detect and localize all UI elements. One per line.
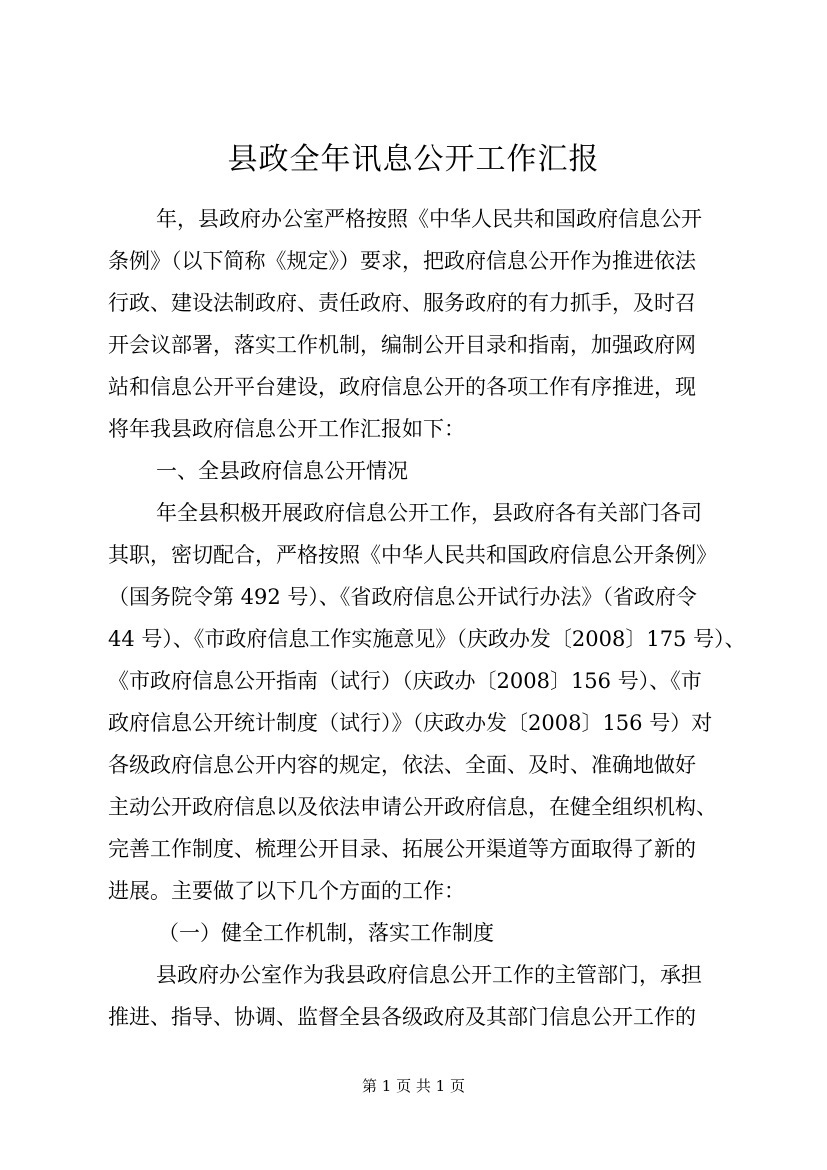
body-line: 站和信息公开平台建设，政府信息公开的各项工作有序推进，现 [108, 375, 696, 399]
body-line: 政府信息公开统计制度（试行）》（庆政办发〔2008〕156 号）对 [108, 711, 713, 735]
body-line: 进展。主要做了以下几个方面的工作： [108, 879, 465, 903]
body-line: 推进、指导、协调、监督全县各级政府及其部门信息公开工作的 [108, 1005, 696, 1029]
document-title: 县政全年讯息公开工作汇报 [227, 142, 600, 177]
body-line: 条例》（以下简称《规定》）要求，把政府信息公开作为推进依法 [108, 249, 696, 273]
section-heading: 一、全县政府信息公开情况 [156, 459, 408, 483]
body-line: 县政府办公室作为我县政府信息公开工作的主管部门，承担 [156, 963, 702, 987]
body-line: 年全县积极开展政府信息公开工作，县政府各有关部门各司 [156, 501, 702, 525]
body-line: 《市政府信息公开指南（试行）（庆政办〔2008〕156 号）、《市 [108, 669, 702, 693]
body-line: 主动公开政府信息以及依法申请公开政府信息，在健全组织机构、 [108, 795, 717, 819]
body-line: 开会议部署，落实工作机制，编制公开目录和指南，加强政府网 [108, 333, 696, 357]
body-line: 将年我县政府信息公开工作汇报如下： [108, 417, 465, 441]
body-line: （国务院令第 492 号）、《省政府信息公开试行办法》（省政府令 [108, 585, 697, 609]
subsection-heading: （一）健全工作机制，落实工作制度 [158, 921, 494, 945]
body-line: 其职，密切配合，严格按照《中华人民共和国政府信息公开条例》 [108, 543, 717, 567]
body-line: 各级政府信息公开内容的规定，依法、全面、及时、准确地做好 [108, 753, 696, 777]
body-line: 行政、建设法制政府、责任政府、服务政府的有力抓手，及时召 [108, 291, 696, 315]
body-line: 44 号）、《市政府信息工作实施意见》（庆政办发〔2008〕175 号）、 [108, 627, 746, 651]
page-number-footer: 第 1 页 共 1 页 [362, 1077, 465, 1095]
body-line: 年，县政府办公室严格按照《中华人民共和国政府信息公开 [156, 207, 702, 231]
document-body [108, 198, 746, 1038]
body-line: 完善工作制度、梳理公开目录、拓展公开渠道等方面取得了新的 [108, 837, 696, 861]
